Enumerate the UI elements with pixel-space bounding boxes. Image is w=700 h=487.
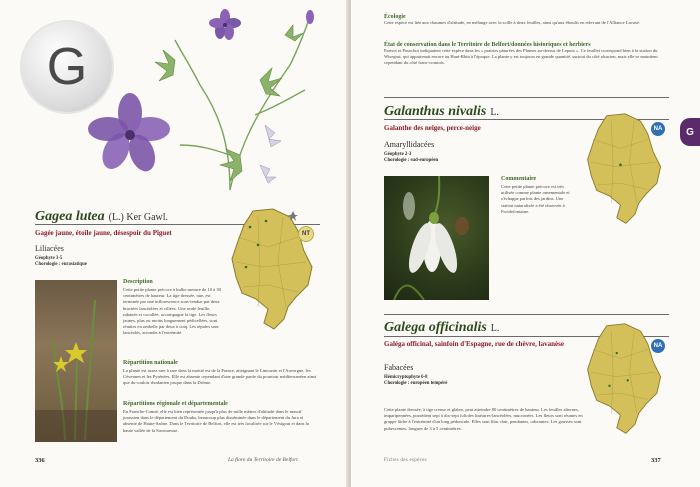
- status-badge-na: NA: [651, 122, 665, 136]
- page-number-right: 337: [651, 457, 661, 464]
- species-family: Liliacées: [35, 244, 64, 253]
- regional-heading: Répartitions régionale et départementale: [123, 401, 228, 407]
- conservation-heading: État de conservation dans le Territoire de Belfort/données historiques et herbiers: [384, 42, 591, 48]
- galega-description: [384, 407, 584, 432]
- species2-latin-name: Galanthus nivalis: [384, 104, 487, 119]
- species3-bio-info: [384, 375, 447, 388]
- status-badge-na-2: NA: [651, 339, 665, 353]
- species-header-galega: [384, 318, 614, 336]
- running-section: Fiches des espèces: [384, 458, 427, 463]
- species3-chorology: Chorologie : européen tempéré: [384, 381, 448, 387]
- ecology-text: Cette espèce est liée aux chaumes d'altitude, en mélange avec la scille à deux feuilles, ainsi qu'aux éboulis en relevant de l'Alliance Lacuse.: [384, 20, 640, 25]
- species2-bio-info: [384, 152, 438, 165]
- comment-heading: Commentaire: [501, 176, 537, 182]
- gagea-photo: [35, 280, 117, 442]
- species2-family: Amaryllidacées: [384, 140, 435, 149]
- species2-common-name: Galanthe des neiges, perce-neige: [384, 124, 481, 132]
- conservation-block: [384, 42, 669, 67]
- side-tab-letter: G: [686, 126, 694, 138]
- species-latin-name: Gagea lutea: [35, 209, 105, 224]
- right-page: [351, 0, 700, 487]
- description-block: [123, 279, 223, 337]
- species3-type: Hémicryptophyte 6-8: [384, 375, 428, 380]
- species2-author: L.: [490, 107, 499, 118]
- species-header-galanthus: [384, 102, 614, 120]
- species3-description: Cette plante dressée, à tige creuse et glabre, peut atteindre 80 centimètres de hauteur. Les feuilles alternes, imparipennées, possèdent sept à dix-sept folioles linéaires-lancéolées, mucronées. Les fleurs sont réunies en grappe lâche à l'extrémité d'un long pédoncule. Elles sont lilas clair, pendantes, odorantes. Les gousses sont pubescentes, longues de 3 à 5 centimètres.: [384, 407, 583, 431]
- ecology-block: [384, 14, 669, 26]
- species3-common-name: Galéga officinal, sainfoin d'Espagne, rue de chèvre, lavanèse: [384, 340, 564, 348]
- running-title: La flore du Territoire de Belfort: [228, 457, 298, 463]
- title-rule-3: [384, 314, 669, 315]
- species-author: (L.) Ker Gawl.: [108, 212, 169, 223]
- national-block: [123, 360, 318, 387]
- species2-type: Géophyte 2-3: [384, 152, 412, 157]
- species2-chorology: Chorologie : sud-européen: [384, 158, 439, 164]
- chapter-side-tab: [680, 118, 700, 146]
- left-page: [0, 0, 349, 487]
- comment-block: [501, 176, 575, 215]
- regional-block: [123, 401, 318, 434]
- species3-author: L.: [490, 323, 500, 334]
- page-number-left: 336: [35, 457, 45, 464]
- species3-latin-name: Galega officinalis: [384, 320, 487, 335]
- ecology-heading: Écologie: [384, 14, 406, 20]
- conservation-text: Parisot et Pourchot indiquaient cette espèce dans les « prairies pâturées des Plaines au-dessus de Lepuix ». Ce feuillet correspond bien à la station du Wisegrut, qui appartenait encore au Haut-Rhin à l'époque. La plante y est toujours en grande quantité, surtout du côté alsacien, mais elle se maintient cependant du côté franc-comtois.: [384, 48, 658, 66]
- species3-family: Fabacées: [384, 363, 414, 372]
- chapter-letter: G: [46, 38, 88, 96]
- comment-text: Cette petite plante précoce est très utilisée comme plante ornementale et s'échappe parfois des jardins. Une station naturalisée a été observée à Froidefontaine.: [501, 184, 570, 214]
- description-heading: Description: [123, 279, 153, 285]
- status-badge-nt: NT: [298, 226, 314, 242]
- national-heading: Répartition nationale: [123, 360, 178, 366]
- species-chorology: Chorologie : eurasiatique: [35, 262, 87, 268]
- national-text: La plante est assez rare à rare dans la moitié est de la France, atteignant le Limousin et l'Auvergne, les Cévennes et les Pyrénées. Elle est absente cependant d'une grande partie du pourtour méditerranéen ainsi que du couloir rhodanien jusque dans la Drôme.: [123, 368, 317, 386]
- flag-icon: [288, 208, 298, 218]
- geranium-illustration: [80, 5, 340, 195]
- species-type: Géophyte 3-5: [35, 256, 63, 261]
- description-text: Cette petite plante précoce à bulbe mesure de 10 à 30 centimètres de hauteur. La tige dressée, nue, est terminée par une inflorescence sous-tendue par deux bractées lancéolées et ciliées. Une seule feuille, rubanée et cucullée, accompagne la tige. Les fleurs jaunes, plus ou moins longuement pédicellées, sont réunies en ombelle par deux à cinq. Les tépales sont lancéolés, arrondis à l'extrémité.: [123, 287, 221, 336]
- species-bio-info: [35, 256, 87, 269]
- regional-text: En Franche-Comté, elle est bien représentée jusqu'à plus de mille mètres d'altitude dans le massif jurassien dans le département du Doubs, beaucoup plus disséminée dans le département du Jura et absente de Haute-Saône. Dans le Territoire de Belfort, elle est très localisée sur le Vésigout et dans la haute vallée de la Savoureuse.: [123, 409, 309, 433]
- species-common-name: Gagée jaune, étoile jaune, désespoir du Piguet: [35, 229, 172, 237]
- title-rule-2: [384, 97, 669, 98]
- galanthus-photo: [384, 176, 489, 300]
